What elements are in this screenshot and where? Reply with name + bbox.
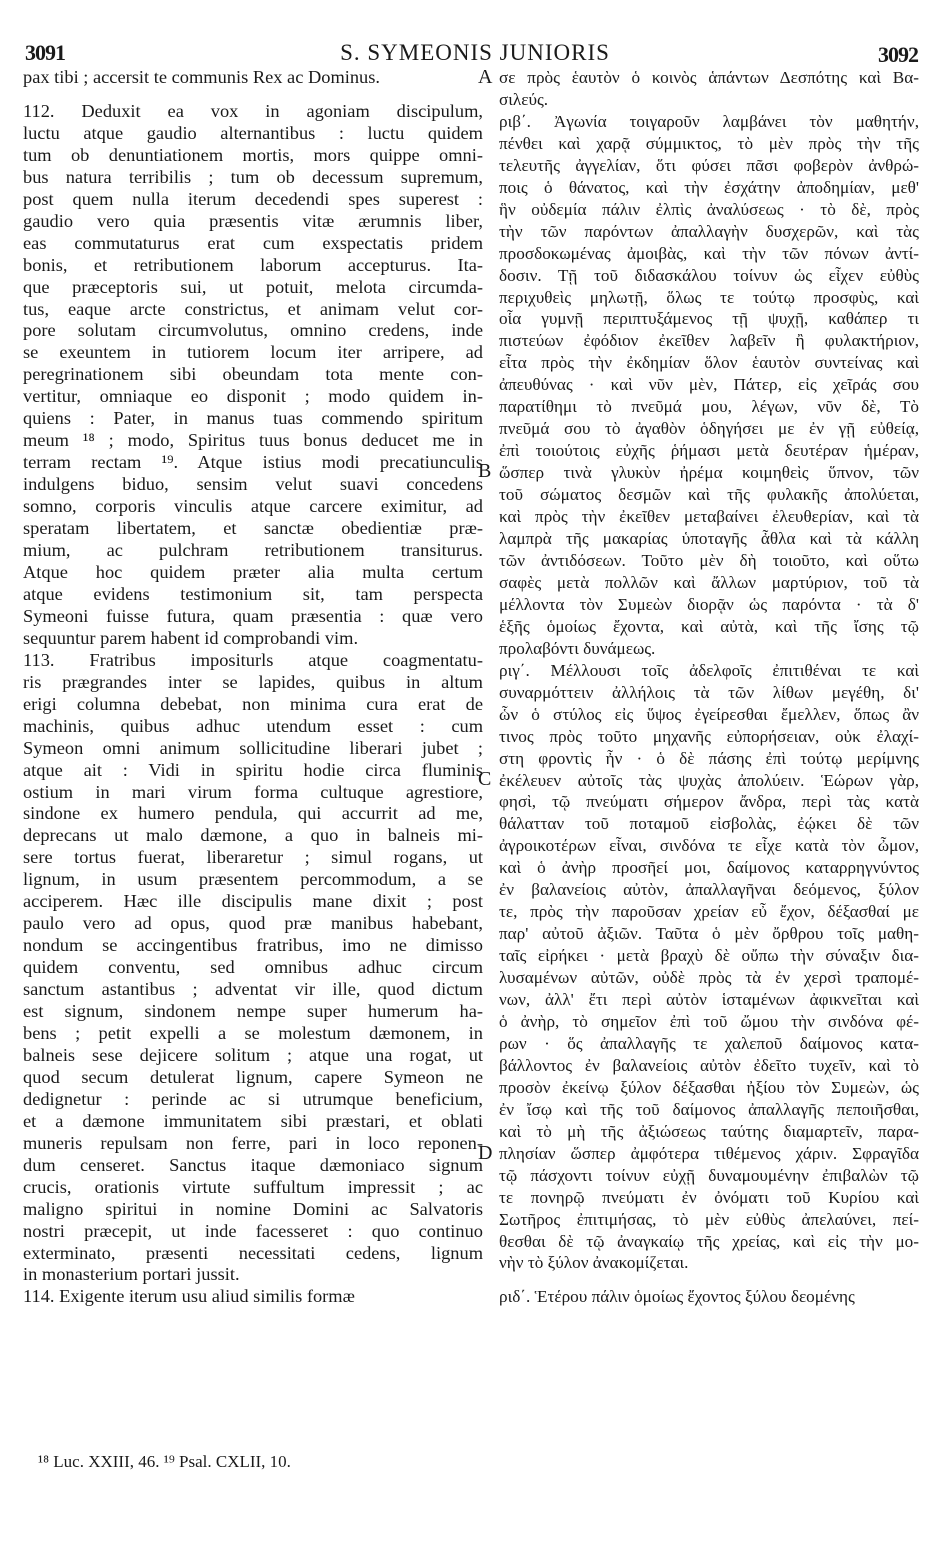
latin-text-line: luctu atque gaudio alternantibus : luctu quidem	[23, 122, 483, 143]
greek-text-line: προσδοκωμένας ἀμοιβὰς, καὶ τὴν τῶν πόνων ἀντί-	[499, 243, 919, 263]
greek-text-line: δοσιν. Τῇ τοῦ διδασκάλου τοίνυν ὡς εἶχεν εὐθὺς	[499, 265, 919, 285]
latin-text-line: pax tibi ; accersit te communis Rex ac Dominus.	[23, 67, 381, 87]
greek-text-line: τε πονηρῷ πνεύματι ἐν ὀνόματι τοῦ Κυρίου καὶ	[499, 1187, 919, 1207]
latin-text-line: peregrinationem sibi obeundam tota mente con-	[23, 364, 483, 385]
greek-text-line: τελευτῆς ἀγγελίαν, ὅτι φύσει πᾶσι φοβερὸν ἀνθρώ-	[499, 155, 919, 175]
greek-text-line: συναρμόττειν ἀλλήλοις τὰ τῶν λίθων μεγέθη, δι'	[499, 682, 919, 702]
latin-text-line: sanctum astantibus ; adventat vir ille, quod dictum	[23, 979, 483, 1000]
greek-text-line: βάλλοντος ἐν βαλανείοις αὐτὸν ἐδεῖτο τυχεῖν, καὶ τὸ	[499, 1055, 919, 1075]
margin-marker-a: A	[478, 66, 493, 88]
greek-text-line: ὁ ἀνὴρ, τὸ σημεῖον ἐπὶ τοῦ ὤμου τὴν σινδόνα φέ-	[499, 1011, 919, 1031]
latin-text-line: acciperem. Hæc ille discipulis mane dixit ; post	[23, 891, 483, 912]
greek-text-line: σιλεύς.	[499, 89, 549, 109]
latin-text-line: terram rectam ¹⁹. Atque istius modi precatiunculis	[23, 452, 483, 473]
latin-text-line: speratam libertatem, et sanctæ obedientiæ præ-	[23, 518, 483, 539]
greek-text-line: ριβ΄. Ἀγωνία τοιγαροῦν λαμβάνει τὸν μαθητήν,	[499, 111, 919, 131]
latin-text-line: exterminato, præsenti necessitati cedens, lignum	[23, 1242, 483, 1263]
latin-text-line: Symeon omni animum sollicitudine liberari jubet ;	[23, 737, 483, 758]
latin-text-line	[23, 89, 483, 101]
greek-text-line: ριγ΄. Μέλλουσι τοῖς ἀδελφοῖς ἐπιτιθέναι τε καὶ	[499, 660, 919, 680]
latin-text-line: bonis, et retributionem laborum accepturus. Ita-	[23, 254, 483, 275]
greek-text-line: θάλατταν τοῦ ποταμοῦ εἰσβολὰς, ἐῴκει δὲ τῶν	[499, 814, 919, 834]
latin-text-line: maligno spiritui in nomine Domini ac Salvatoris	[23, 1198, 483, 1219]
latin-text-line: 113. Fratribus impositurls atque coagmentatu-	[23, 649, 483, 670]
latin-text-line: dum censeret. Sanctus itaque dæmoniaco signum	[23, 1154, 483, 1175]
greek-text-line: ὥσπερ τινὰ γλυκὺν ἠρέμα κοιμηθεὶς ὕπνον, τῶν	[499, 463, 919, 483]
latin-text-line: pore solutam circumvolutus, omnino credens, inde	[23, 320, 483, 341]
greek-text-line: ριδ΄. Ἑτέρου πάλιν ὁμοίως ἔχοντος ξύλου δεομένης	[499, 1287, 855, 1307]
greek-text-line: περιχυθεὶς μηλωτῇ, ὅλως τε τούτῳ προσφὺς, καὶ	[499, 287, 919, 307]
latin-text-line: meum ¹⁸ ; modo, Spiritus tuus bonus deducet me in	[23, 430, 483, 451]
latin-text-line: crucis, orationis virtute suffultum impressit ; ac	[23, 1176, 483, 1197]
greek-text-line: καὶ ὁ ἀνὴρ προσῆεί μοι, δαίμονος καταρρηγνύντος	[499, 858, 919, 878]
latin-text-line: atque evidens testimonium sit, tam perspecta	[23, 583, 483, 604]
latin-text-line: deprecans ut malo dæmone, a quo in balneis mi-	[23, 825, 483, 846]
latin-text-line: ostium in mari virum forma cultuque agrestiore,	[23, 781, 483, 802]
latin-text-line: balneis sese dejicere solitum ; atque una rogat, ut	[23, 1044, 483, 1065]
latin-text-line: nostri præcepit, ut inde facesseret : quo continuo	[23, 1220, 483, 1241]
greek-text-line: σαφὲς μετὰ πολλῶν καὶ ἄλλων μαρτύριον, τοῦ τὰ	[499, 572, 919, 592]
greek-text-line: ἐν ἴσῳ καὶ τῆς τοῦ δαίμονος ἀπαλλαγῆς πεποιῆσθαι,	[499, 1099, 919, 1119]
running-title: S. SYMEONIS JUNIORIS	[340, 40, 610, 65]
latin-text-line: in monasterium portari jussit.	[23, 1264, 240, 1285]
latin-text-line: somno, corporis vinculis atque carcere eximitur, ad	[23, 496, 483, 517]
greek-text-line: πιστεύων ἐφόδιον ἐκεῖθεν λαβεῖν ἢ φυλακτήριον,	[499, 331, 919, 351]
latin-text-line: quiens : Pater, in manus tuas commendo spiritum	[23, 408, 483, 429]
greek-text-line: φησὶ, τῷ πνεύματι σήμερον ἄνδρα, περὶ τὰς κατὰ	[499, 792, 919, 812]
greek-text-line: πλησίαν ὥσπερ ἀμφότερα τιθέμενος χάριν. Σφραγῖδα	[499, 1143, 919, 1163]
latin-text-line: et a dæmone immunitatem sibi præstari, et oblati	[23, 1110, 483, 1131]
latin-text-line: dedignetur : perinde ac si utrumque beneficium,	[23, 1088, 483, 1109]
greek-text-line: πένθει καὶ χαρᾷ σύμμικτος, τὸ μὲν πρὸς τὴν τῆς	[499, 133, 919, 153]
running-header	[0, 36, 950, 68]
latin-text-line: gaudio vero quia præsentis vitæ ærumnis liber,	[23, 210, 483, 231]
greek-text-line: ἐπὶ τοιούτοις εὐχῆς ῥήμασι μετὰ δευτέραν ἡμέραν,	[499, 441, 919, 461]
greek-text-line: μέλλοντα τὸν Συμεὼν διορᾷν ὡς παρόντα · τὰ δ'	[499, 594, 919, 614]
page-number-right: 3092	[878, 42, 918, 67]
greek-text-line: τῶν ἀντιδόσεων. Τοῦτο μὲν δὴ τοιοῦτο, καὶ οὕτω	[499, 550, 919, 570]
greek-text-line: προσὸν ἐκείνῳ ξύλον δέξασθαι ἠξίου τὸν Συμεὼν, ὡς	[499, 1077, 919, 1097]
page-number-left: 3091	[25, 40, 65, 65]
latin-text-line: tum ob denuntiationem mortis, mors quippe omni-	[23, 144, 483, 165]
greek-text-line: τὴν τῶν παρόντων ἀπαλλαγὴν δυσχερῶν, καὶ τὰς	[499, 221, 919, 241]
greek-text-line: λυσαμένων αὐτῶν, οὐδὲ πρὸς τὰ ἐν χερσὶ τραπομέ-	[499, 968, 919, 988]
greek-text-line: ἀπευθύνας · καὶ νῦν μὲν, Πάτερ, εἰς χεῖράς σου	[499, 375, 919, 395]
latin-text-line: eas commutaturus erat cum exspectatis pridem	[23, 232, 483, 253]
greek-text-line: θεσθαι δὲ τῷ ἀναγκαίῳ τῆς χρείας, καὶ εἰς τὴν μο-	[499, 1231, 919, 1251]
latin-text-line: sere tortus fuerat, liberaretur ; simul rogans, ut	[23, 847, 483, 868]
greek-text-line: παρ' αὐτοῦ ἀξιῶν. Ταῦτα ὁ μὲν ὄρθρου τοῖς μαθη-	[499, 924, 919, 944]
latin-text-line: lignum, in usum præsentem percommodum, a se	[23, 869, 483, 890]
greek-text-line: πνεῦμά σου τὸ ἀγαθὸν ὁδηγήσει με ἐν γῇ εὐθείᾳ,	[499, 419, 919, 439]
greek-text-line: εἶτα πρὸς τὴν ἐκδημίαν ὅλον ἑαυτὸν συντείνας καὶ	[499, 353, 919, 373]
latin-text-line: se exeuntem in tutiorem locum iter arripere, ad	[23, 342, 483, 363]
latin-text-line: Symeoni fuisse futura, quam præsentia : quæ vero	[23, 605, 483, 626]
greek-text-line: λαμπρὰ τῆς μακαρίας ὑποταγῆς ἆθλα καὶ τὰ κάλλη	[499, 529, 919, 549]
greek-text-line: τινος πρὸς τοῦτο μηχανῆς εὐπορήσειαν, οὐκ ἐλαχί-	[499, 726, 919, 746]
margin-marker-d: D	[478, 1142, 493, 1164]
latin-text-line: tus, eaque arcte constrictus, et animam velut cor-	[23, 298, 483, 319]
latin-text-line: atque ait : Vidi in spiritu hodie circa fluminis	[23, 759, 483, 780]
greek-text-line: νὴν τὸ ξύλον ἀνακομίζεται.	[499, 1253, 689, 1273]
greek-text-line: στη φροντὶς ἦν · ὁ δὲ πάσης ἐπὶ τούτῳ μερίμνης	[499, 748, 919, 768]
greek-text-line: καὶ τὸ μὴ τῆς ἀξιώσεως ταύτης διαμαρτεῖν, παρα-	[499, 1121, 919, 1141]
greek-text-line: Σωτῆρος ἐπιτιμήσας, τὸ μὲν εὐθὺς ἀπελαύνει, πεί-	[499, 1209, 919, 1229]
greek-text-line: ἀγροικοτέρων εἶναι, σινδόνα τε εἶχε κατὰ τὸν ὦμον,	[499, 836, 919, 856]
latin-text-line: quidem conventu, sed omnibus adhuc circum	[23, 957, 483, 978]
latin-text-line: quod secum detulerat lignum, capere Symeon ne	[23, 1066, 483, 1087]
greek-text-line: σε πρὸς ἑαυτὸν ὁ κοινὸς ἁπάντων Δεσπότης καὶ Βα-	[499, 68, 919, 87]
greek-text-line: προλαβόντι δυνάμεως.	[499, 638, 656, 658]
latin-text-line: post quem nulla iterum decedendi spes superest :	[23, 188, 483, 209]
latin-text-line: 112. Deduxit ea vox in agoniam discipulum,	[23, 100, 483, 121]
greek-text-line: ὧν ὁ στύλος εἰς ὕψος ἐγείρεσθαι ἔμελλεν, ὅπως ἂν	[499, 704, 919, 724]
latin-text-line: sequuntur parem habent id comprobandi vim.	[23, 627, 359, 648]
latin-text-line: ris prægrandes inter se lapides, quibus in altum	[23, 671, 483, 692]
latin-text-line: nondum se accingentibus fratribus, imo ne dimisso	[23, 935, 483, 956]
greek-column	[499, 67, 919, 1308]
latin-text-line: indulgens biduo, sensim velut suavi concedens	[23, 474, 483, 495]
latin-text-line: que præceptoris sui, ut potuit, melota circumda-	[23, 276, 483, 297]
latin-text-line: 114. Exigente iterum usu aliud similis formæ	[23, 1286, 355, 1307]
latin-text-line: vertitur, omniaque eo disponit ; modo quidem in-	[23, 386, 483, 407]
greek-text-line: ἣν οὐδεμία πάλιν ἐλπὶς ἀναλύσεως · τὸ δὲ, πρὸς	[499, 199, 919, 219]
latin-column	[23, 67, 483, 1308]
latin-text-line: machinis, quibus adhuc utendum esset : cum	[23, 715, 483, 736]
latin-text-line: bus natura terribilis ; tum ob decessum supremum,	[23, 166, 483, 187]
latin-text-line: muneris repulsam non ferre, pari in loco reponen-	[23, 1132, 483, 1153]
latin-text-line: sindone ex humero pendula, qui accurrit ad me,	[23, 803, 483, 824]
latin-text-line: mium, ac pulchram retributionem transiturus.	[23, 540, 483, 561]
greek-text-line: ρων · ὅς ἀπαλλαγῆς τε χαλεποῦ δαίμονος κατα-	[499, 1033, 919, 1053]
greek-text-line: ἑξῆς ὁμοίως ἔχοντα, καὶ αὐτὰ, καὶ τῆς ἴσης τῷ	[499, 616, 919, 636]
greek-text-line: τοῦ σώματος δεσμῶν καὶ τῆς φυλακῆς ἀπολύεται,	[499, 485, 919, 505]
latin-text-line: bens ; petit expelli a se molestum dæmonem, in	[23, 1022, 483, 1043]
latin-text-line: paulo vero ad opus, quod præ manibus habebant,	[23, 913, 483, 934]
greek-text-line: ἐκέλευεν αὐτοῖς τὰς ψυχὰς ἀπολύειν. Ἑώρων γὰρ,	[499, 770, 919, 790]
greek-text-line: τε, πρὸς τὴν παροῦσαν χρείαν εὖ ἔχον, δέξασθαί με	[499, 902, 919, 922]
footnotes: ¹⁸ Luc. XXIII, 46. ¹⁹ Psal. CXLII, 10.	[38, 1452, 291, 1471]
greek-text-line: ἐν βαλανείοις αὐτὸν, ἀπαλλαγῆναι δεόμενος, ξύλον	[499, 880, 919, 900]
greek-text-line: ταῖς εἰρήκει · μετὰ βραχὺ δὲ οὔπω τὴν σύναξιν δια-	[499, 946, 919, 966]
greek-text-line: παρατίθημι τὸ πνεῦμά μου, λέγων, νῦν δὲ, Τὸ	[499, 397, 919, 417]
greek-text-line: νων, ἀλλ' ἔτι περὶ αὐτὸν ἱσταμένων ἀφικνεῖται καὶ	[499, 990, 919, 1010]
greek-text-line: καὶ πρὸς τὴν ἐκεῖθεν μεταβαίνει ἐλευθερίαν, καὶ τὰ	[499, 507, 919, 527]
greek-text-line: τῷ πάσχοντι τοίνυν εὐχῇ δυναμουμένην ἐπιβαλὼν τῷ	[499, 1165, 919, 1185]
greek-text-line: ποις ὁ θάνατος, καὶ τὴν ἐσχάτην ἀποδημίαν, μεθ'	[499, 177, 919, 197]
margin-marker-c: C	[478, 768, 492, 790]
latin-text-line: erigi columna debebat, non minima cura erat de	[23, 693, 483, 714]
margin-marker-b: B	[478, 460, 492, 482]
greek-text-line	[499, 1274, 919, 1286]
latin-text-line: est signum, sindonem nempe super humerum ha-	[23, 1001, 483, 1022]
greek-text-line: οἷα γυμνῇ περιπτυξάμενος τῇ ψυχῇ, καθάπερ τι	[499, 309, 919, 329]
latin-text-line: Atque hoc quidem præter alia multa certum	[23, 561, 483, 582]
